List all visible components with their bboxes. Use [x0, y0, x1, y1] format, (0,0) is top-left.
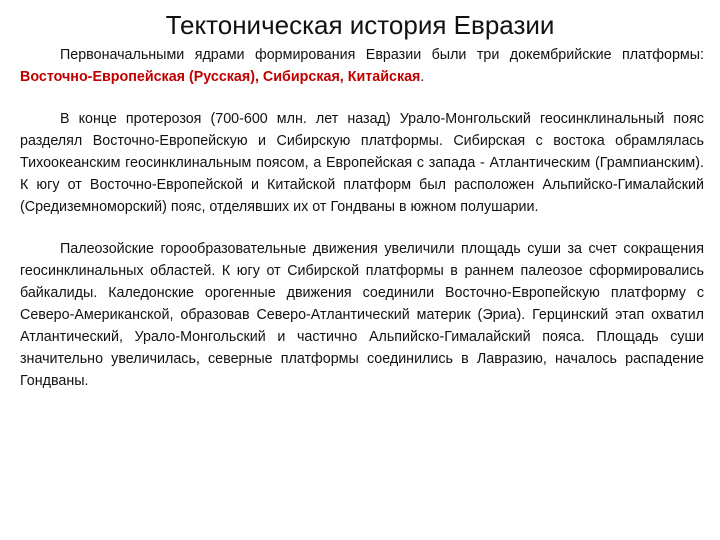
platforms-highlight: Восточно-Европейская (Русская), Сибирская, Китайская: [20, 69, 421, 85]
paragraph-platforms: [20, 44, 704, 88]
paragraph-proterozoic: В конце протерозоя (700-600 млн. лет назад) Урало-Монгольский геосинклинальный пояс разделял Восточно-Европейскую и Сибирскую платформы. Сибирская с востока обрамлялась Тихоокеанским геосинклинальным поясом, а Европейская с запада - Атлантическим (Грампианским). К югу от Восточно-Европейской и Китайской платформ был расположен Альпийско-Гималайский (Средиземноморский) пояс, отделявших их от Гондваны в южном полушарии.: [20, 111, 704, 215]
paragraph-text-end: .: [420, 69, 425, 85]
slide-title: Тектоническая история Евразии: [165, 10, 555, 40]
paragraph-gap: [20, 88, 704, 108]
paragraph-paleozoic: Палеозойские горообразовательные движения увеличили площадь суши за счет сокращения геосинклинальных областей. К югу от Сибирской платформы в раннем палеозое сформировались байкалиды. Каледонские орогенные движения соединили Восточно-Европейскую платформу с Северо-Американской, образовав Северо-Атлантический материк (Эриа). Герцинский этап охватил Атлантический, Урало-Монгольский и частично Альпийско-Гималайский пояса. Площадь суши значительно увеличилась, северные платформы соединились в Лавразию, началось распадение Гондваны.: [20, 241, 704, 389]
paragraph-text: Первоначальными ядрами формирования Евразии были три докембрийские платформы:: [60, 47, 704, 63]
slide-body: [20, 44, 704, 392]
paragraph-gap: [20, 218, 704, 238]
